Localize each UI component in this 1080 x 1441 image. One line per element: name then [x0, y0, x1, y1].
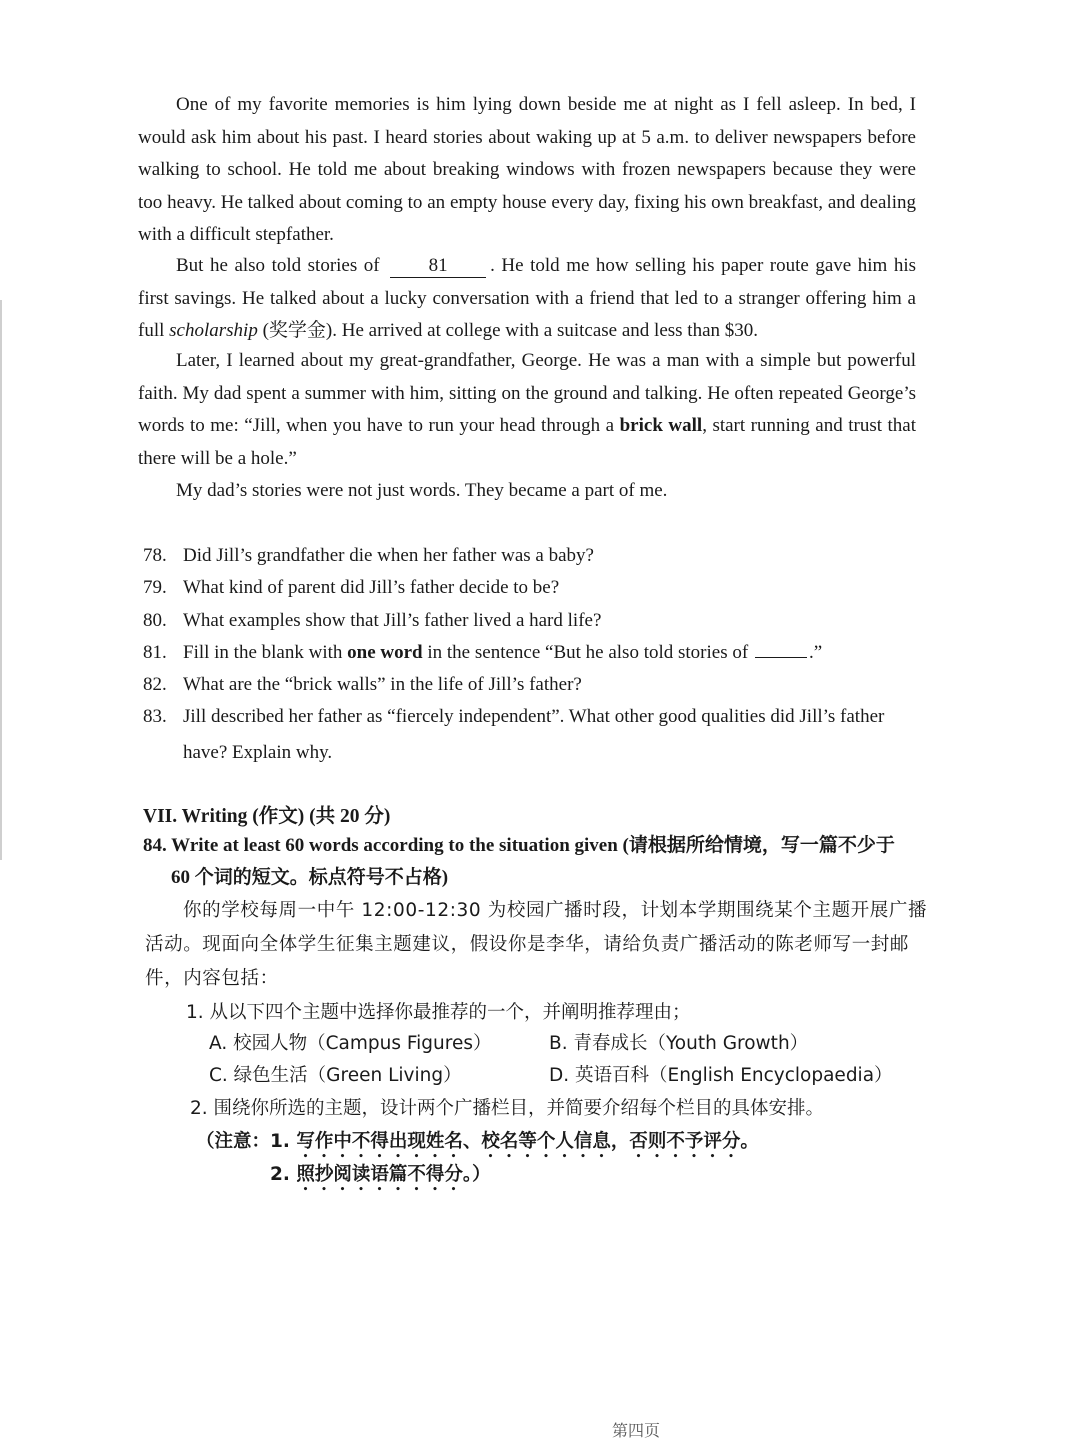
scholarship-word: scholarship [169, 320, 258, 341]
question-81: 81. Fill in the blank with one word in the sentence “But he also told stories of .” [143, 637, 933, 670]
passage-paragraph-2: But he also told stories of 81 . He told me how selling his paper route gave him his first savings. He talked about a lucky conversation with a friend that led to a stranger offering him a full scholarship (奖学金). He arrived at college with a suitcase and less than $30. [138, 255, 917, 341]
question-78: 78. Did Jill’s grandfather die when her father was a baby? [143, 545, 594, 566]
question-83: 83. Jill described her father as “fiercely independent”. What other good qualities did Jill’s father have? Explain why. [143, 706, 885, 763]
question-79: 79. What kind of parent did Jill’s father decide to be? [143, 577, 560, 598]
question-82: 82. What are the “brick walls” in the life of Jill’s father? [143, 674, 582, 695]
option-c: C. 绿色生活（Green Living） [209, 1065, 462, 1086]
blank-line [755, 639, 807, 658]
note-2: 2. 照抄阅读语篇不得分。） [270, 1164, 491, 1185]
page-footer: 第四页 [612, 1421, 661, 1440]
brick-wall-phrase: brick wall [619, 415, 703, 436]
option-b: B. 青春成长（Youth Growth） [549, 1033, 809, 1054]
requirement-1: 1. 从以下四个主题中选择你最推荐的一个，并阐明推荐理由； [186, 1002, 691, 1023]
option-a: A. 校园人物（Campus Figures） [209, 1033, 492, 1054]
requirement-2: 2. 围绕你所选的主题，设计两个广播栏目，并简要介绍每个栏目的具体安排。 [190, 1098, 825, 1119]
question-84: 84. Write at least 60 words according to the situation given (请根据所给情境，写一篇不少于 60 个词的短文。标点符号不占格) [143, 835, 895, 888]
scan-edge-line [0, 300, 2, 860]
section-title-writing: VII. Writing (作文) (共 20 分) [143, 806, 391, 827]
passage-paragraph-4: My dad’s stories were not just words. They became a part of me. [176, 480, 668, 501]
passage-paragraph-1: One of my favorite memories is him lying down beside me at night as I fell asleep. In bed, I would ask him about his past. I heard stories about waking up at 5 a.m. to deliver newspapers before walking to school. He told me about breaking windows with frozen newspapers because they were too heavy. He talked about coming to an empty house every day, fixing his own breakfast, and dealing with a difficult stepfather. [138, 94, 916, 245]
blank-81: 81 [390, 255, 486, 278]
question-80: 80. What examples show that Jill’s father lived a hard life? [143, 610, 602, 631]
passage-paragraph-3: Later, I learned about my great-grandfather, George. He was a man with a simple but powerful faith. My dad spent a summer with him, sitting on the ground and talking. He often repeated George’s words to me: “Jill, when you have to run your head through a brick wall, start running and trust that there will be a hole.” [138, 350, 917, 469]
option-d: D. 英语百科（English Encyclopaedia） [549, 1065, 893, 1086]
note-1: （注意：1. 写作中不得出现姓名、校名等个人信息，否则不予评分。 [196, 1131, 759, 1152]
writing-situation: 你的学校每周一中午 12:00-12:30 为校园广播时段，计划本学期围绕某个主题开展广播活动。现面向全体学生征集主题建议，假设你是李华，请给负责广播活动的陈老师写一封邮件，内容包括： [145, 900, 928, 989]
